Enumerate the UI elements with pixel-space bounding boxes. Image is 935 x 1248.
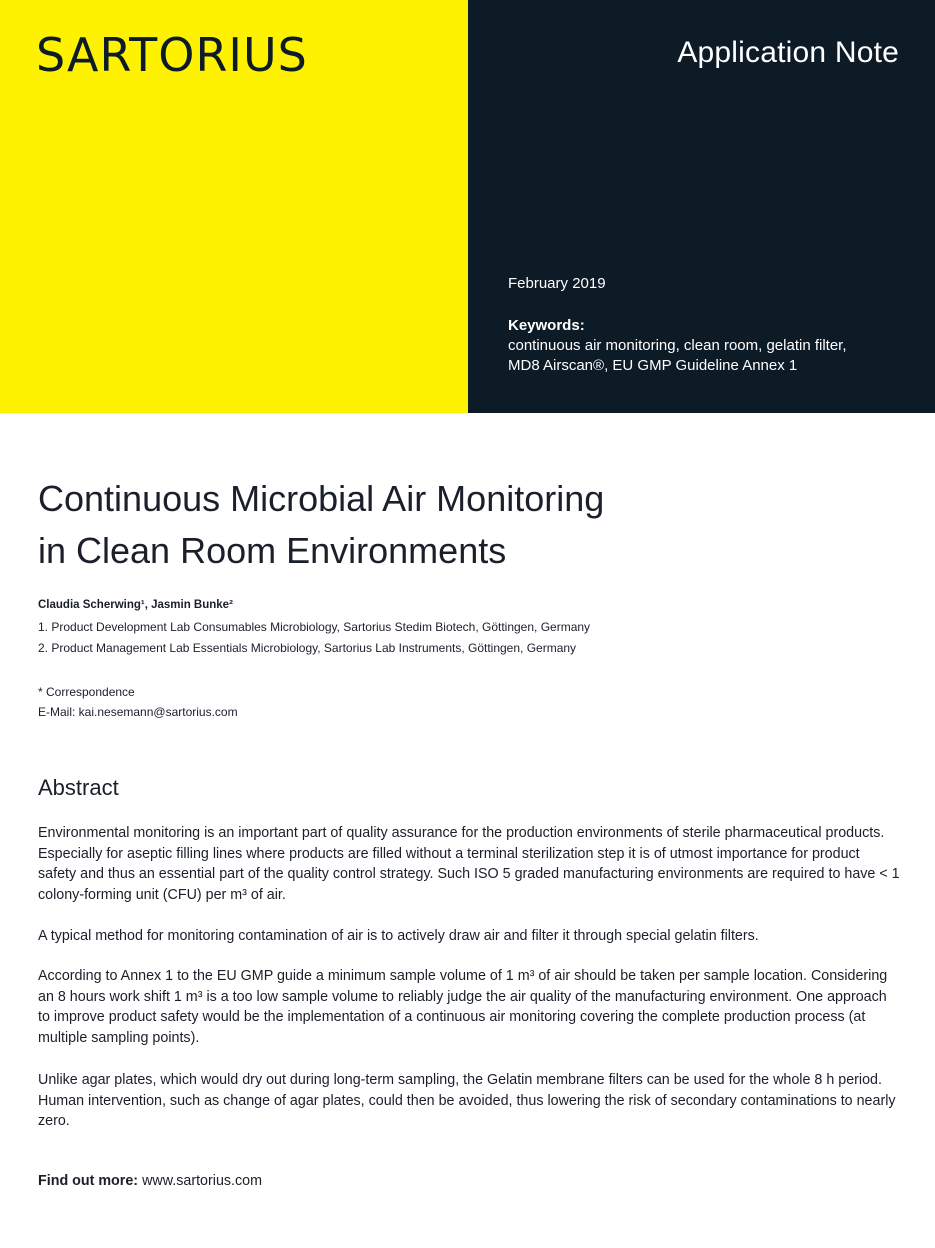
- abstract-paragraph-1: Environmental monitoring is an important part of quality assurance for the production environments of sterile pharmaceutical products. Especially for aseptic filling lines where products are filled without a terminal sterilization step it is of utmost importance for product safety and thus an essential part of the quality control strategy. Such ISO 5 graded manufacturing environments are required to have < 1 colony-forming unit (CFU) per m³ of air.: [38, 825, 900, 903]
- abstract-heading: Abstract: [38, 775, 119, 800]
- sartorius-logo: SARTORIUS: [36, 28, 308, 82]
- header-navy-panel: [468, 0, 935, 413]
- keywords-line-2: MD8 Airscan®, EU GMP Guideline Annex 1: [508, 357, 798, 374]
- find-out-more: [38, 1173, 262, 1189]
- abstract-paragraph-3: According to Annex 1 to the EU GMP guide a minimum sample volume of 1 m³ of air should be taken per sample location. Considering an 8 hours work shift 1 m³ is a too low sample volume to reliably judge the air quality of the manufacturing environment. One approach to improve product safety would be the implementation of a continuous air monitoring covering the complete production process (at multiple sampling points).: [38, 968, 888, 1046]
- authors: Claudia Scherwing¹, Jasmin Bunke²: [38, 599, 233, 611]
- keywords-line-1: continuous air monitoring, clean room, gelatin filter,: [508, 337, 847, 354]
- title-line-1: Continuous Microbial Air Monitoring: [38, 478, 605, 519]
- find-out-more-label: Find out more:: [38, 1173, 139, 1189]
- correspondence: [38, 682, 238, 722]
- sartorius-website-link[interactable]: www.sartorius.com: [142, 1173, 263, 1189]
- affiliation-2: 2. Product Management Lab Essentials Microbiology, Sartorius Lab Instruments, Göttingen, Germany: [38, 641, 577, 655]
- keywords-block: [508, 316, 908, 376]
- header-yellow-panel: [0, 0, 468, 413]
- abstract-paragraph-2: A typical method for monitoring contamination of air is to actively draw air and filter it through special gelatin filters.: [38, 928, 759, 944]
- document-title: [38, 473, 818, 577]
- affiliation-1: 1. Product Development Lab Consumables Microbiology, Sartorius Stedim Biotech, Göttingen, Germany: [38, 620, 591, 634]
- correspondence-email[interactable]: E-Mail: kai.nesemann@sartorius.com: [38, 705, 238, 719]
- publication-date: February 2019: [508, 275, 606, 292]
- correspondence-label: * Correspondence: [38, 685, 135, 699]
- abstract-paragraph-4: Unlike agar plates, which would dry out during long-term sampling, the Gelatin membrane filters can be used for the whole 8 h period. Human intervention, such as change of agar plates, could then be avoided, thus lowering the risk of secondary contaminations to nearly zero.: [38, 1072, 896, 1130]
- title-line-2: in Clean Room Environments: [38, 530, 507, 571]
- document-type: Application Note: [677, 36, 899, 69]
- header-banner: [0, 0, 935, 413]
- keywords-label: Keywords:: [508, 317, 585, 334]
